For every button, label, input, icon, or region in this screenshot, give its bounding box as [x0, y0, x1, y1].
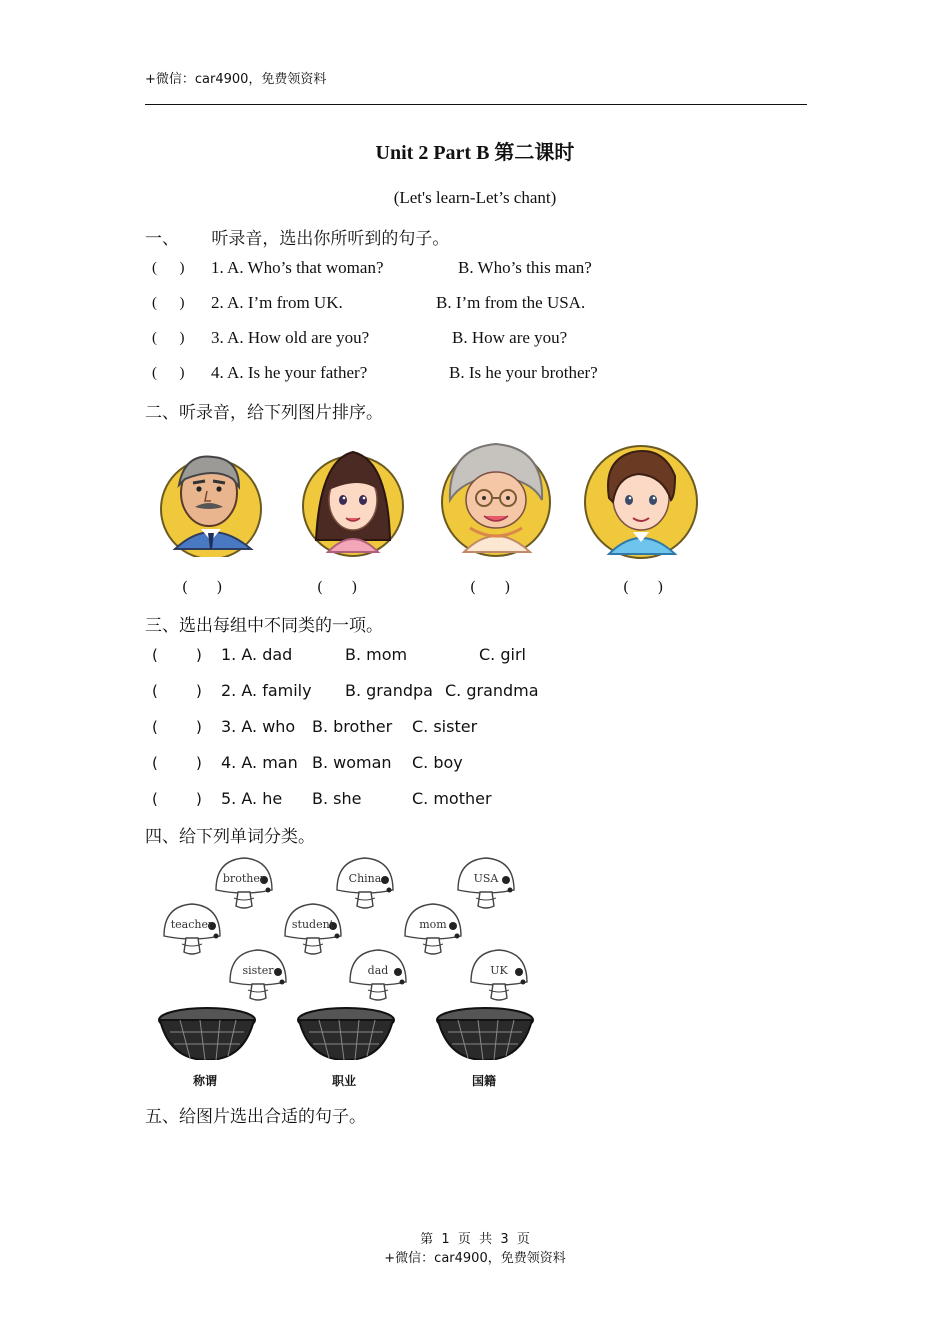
answer-blank[interactable]: ( )	[152, 790, 202, 808]
s1-option-a: 4. A. Is he your father?	[211, 363, 368, 382]
mushroom-word: teacher	[170, 918, 214, 931]
mushroom-word: brother	[222, 872, 266, 885]
s3-option-b: B. mom	[345, 645, 408, 664]
page-subtitle: (Let's learn-Let’s chant)	[393, 188, 557, 207]
s3-option-c: C. grandma	[445, 681, 539, 700]
s3-option-a: 5. A. he	[221, 789, 283, 808]
mushroom-word: UK	[490, 964, 508, 977]
s3-option-a: 3. A. who	[221, 717, 296, 736]
boy-face-icon	[581, 440, 703, 562]
header-divider	[145, 104, 807, 105]
basket-icon	[437, 1008, 533, 1060]
s3-option-b: B. woman	[312, 753, 392, 772]
s3-option-c: C. sister	[412, 717, 478, 736]
answer-blank[interactable]: ( )	[152, 682, 202, 700]
basket-label: 职业	[332, 1074, 357, 1088]
section2-heading: 二、听录音，给下列图片排序。	[145, 403, 383, 423]
s1-option-a: 3. A. How old are you?	[211, 328, 370, 347]
s3-option-a: 4. A. man	[221, 753, 298, 772]
s3-option-b: B. brother	[312, 717, 393, 736]
basket-icon	[298, 1008, 394, 1060]
answer-blank[interactable]: ( )	[152, 365, 185, 381]
s3-option-c: C. mother	[412, 789, 492, 808]
mushroom-word: dad	[367, 964, 389, 977]
s3-option-c: C. boy	[412, 753, 463, 772]
word-sort-illustration	[150, 850, 550, 1060]
section5-heading: 五、给图片选出合适的句子。	[145, 1107, 366, 1127]
section1-heading: 一、 听录音，选出你所听到的句子。	[145, 229, 450, 249]
basket-icon	[159, 1008, 255, 1060]
girl-face-icon	[298, 440, 408, 558]
answer-blank[interactable]: ( )	[152, 718, 202, 736]
section4-heading: 四、给下列单词分类。	[145, 827, 315, 847]
answer-blank[interactable]: ( )	[152, 330, 185, 346]
s1-option-b: B. Is he your brother?	[449, 363, 598, 382]
s1-option-b: B. How are you?	[452, 328, 568, 347]
mushroom-word: mom	[419, 918, 447, 931]
page-number: 第 1 页 共 3 页	[420, 1232, 530, 1247]
answer-blank[interactable]: ( )	[152, 295, 185, 311]
mushroom-word: sister	[242, 964, 274, 977]
s1-option-b: B. Who’s this man?	[458, 258, 592, 277]
mushroom-word: student	[291, 918, 335, 931]
basket-label: 称谓	[193, 1074, 218, 1088]
s3-option-b: B. grandpa	[345, 681, 433, 700]
face-order-blank[interactable]: ( )	[470, 578, 511, 596]
s3-option-a: 1. A. dad	[221, 645, 293, 664]
s3-option-c: C. girl	[479, 645, 526, 664]
s1-option-b: B. I’m from the USA.	[436, 293, 586, 312]
s3-option-b: B. she	[312, 789, 362, 808]
mushroom-word: China	[348, 872, 382, 885]
answer-blank[interactable]: ( )	[152, 260, 185, 276]
answer-blank[interactable]: ( )	[152, 646, 202, 664]
basket-label: 国籍	[472, 1074, 497, 1088]
grandma-face-icon	[434, 440, 558, 558]
face-order-blank[interactable]: ( )	[182, 578, 223, 596]
header-note: +微信：car4900，免费领资料	[145, 72, 327, 87]
section3-heading: 三、选出每组中不同类的一项。	[145, 616, 383, 636]
face-order-blank[interactable]: ( )	[623, 578, 664, 596]
answer-blank[interactable]: ( )	[152, 754, 202, 772]
footer-note: +微信：car4900，免费领资料	[384, 1251, 566, 1266]
page-title: Unit 2 Part B 第二课时	[375, 142, 575, 164]
face-order-blank[interactable]: ( )	[317, 578, 358, 596]
s3-option-a: 2. A. family	[221, 681, 312, 700]
grandpa-face-icon	[155, 445, 267, 557]
s1-option-a: 1. A. Who’s that woman?	[211, 258, 384, 277]
mushroom-word: USA	[473, 872, 499, 885]
s1-option-a: 2. A. I’m from UK.	[211, 293, 343, 312]
